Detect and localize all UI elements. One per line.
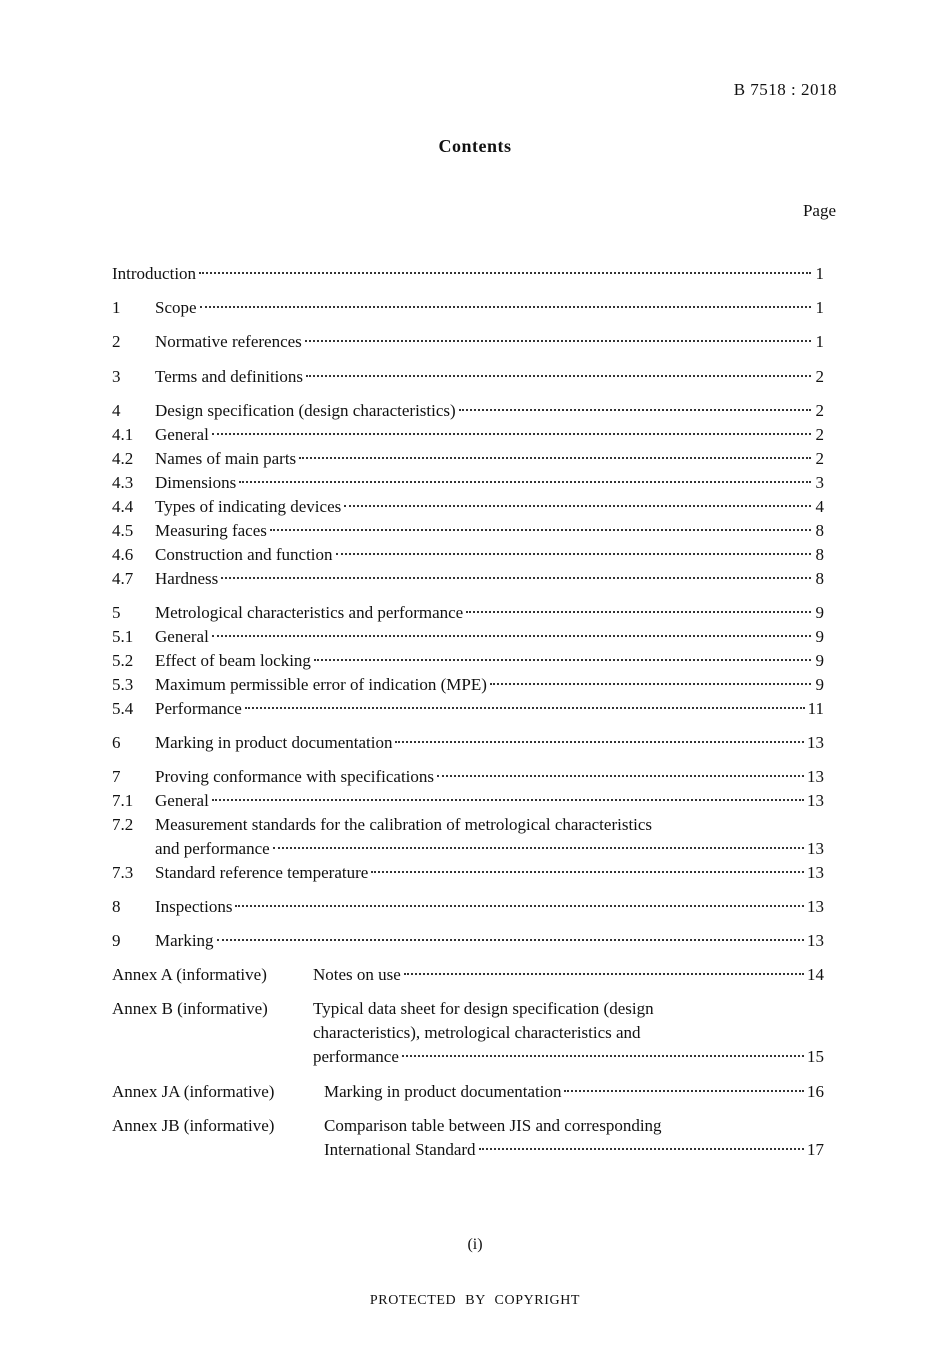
- dot-leader: [314, 659, 811, 661]
- dot-leader: [239, 481, 811, 483]
- dot-leader: [479, 1148, 804, 1150]
- toc-entry-design-specification[interactable]: [112, 399, 824, 423]
- toc-entry-title: Notes on use: [313, 965, 401, 984]
- dot-leader: [306, 375, 811, 377]
- toc-entry-title: Measuring faces: [155, 521, 267, 540]
- toc-entry-maximum-permissible-error[interactable]: [112, 673, 824, 697]
- copyright-notice: PROTECTED BY COPYRIGHT: [369, 1293, 581, 1308]
- dot-leader: [212, 635, 811, 637]
- toc-entry-title-line1: Measurement standards for the calibration of metrological characteristics: [155, 815, 653, 834]
- page-title: Contents: [438, 136, 512, 156]
- toc-entry-effect-of-beam-locking[interactable]: [112, 649, 824, 673]
- toc-entry-number: 4.7: [112, 569, 134, 588]
- toc-entry-proving-conformance[interactable]: [112, 765, 824, 789]
- toc-entry-scope[interactable]: [112, 296, 824, 320]
- toc-entry-page: 9: [815, 651, 824, 670]
- toc-entry-number: 7.1: [112, 791, 134, 810]
- toc-entry-title: General: [155, 791, 209, 810]
- toc-entry-number: 7.3: [112, 863, 134, 882]
- toc-entry-number: 4.6: [112, 545, 134, 564]
- toc-entry-last-line: [324, 1138, 824, 1162]
- toc-entry-dimensions[interactable]: [112, 471, 824, 495]
- toc-entry-page: 16: [807, 1082, 824, 1101]
- toc-entry-number: 5.2: [112, 651, 134, 670]
- toc-entry-inspections[interactable]: [112, 895, 824, 919]
- dot-leader: [212, 799, 804, 801]
- toc-entry-page: 15: [807, 1047, 824, 1066]
- toc-entry-page: 1: [815, 298, 824, 317]
- toc-entry-title: Scope: [155, 298, 197, 317]
- toc-entry-page: 2: [815, 425, 824, 444]
- toc-entry-marking[interactable]: [112, 929, 824, 953]
- toc-entry-names-of-main-parts[interactable]: [112, 447, 824, 471]
- toc-entry-number: 2: [112, 332, 121, 351]
- toc-entry-page: 8: [815, 521, 824, 540]
- toc-entry-5-1-general[interactable]: [112, 625, 824, 649]
- toc-entry-page: 11: [807, 699, 824, 718]
- toc-entry-last-line: [313, 1045, 824, 1069]
- dot-leader: [404, 973, 804, 975]
- dot-leader: [466, 611, 811, 613]
- toc-entry-title: Marking: [155, 931, 214, 950]
- dot-leader: [402, 1055, 804, 1057]
- toc-entry-page: 8: [815, 545, 824, 564]
- toc-entry-title: Marking in product documentation: [324, 1082, 562, 1101]
- dot-leader: [200, 306, 811, 308]
- footer-page-number: (i): [467, 1236, 483, 1253]
- dot-leader: [217, 939, 804, 941]
- toc-entry-number: 5.4: [112, 699, 134, 718]
- toc-entry-title-line2: characteristics), metrological characteristics and: [313, 1023, 641, 1042]
- toc-entry-page: 13: [807, 897, 824, 916]
- toc-entry-title: Metrological characteristics and performance: [155, 603, 464, 622]
- dot-leader: [305, 340, 811, 342]
- dot-leader: [235, 905, 804, 907]
- toc-entry-performance[interactable]: [112, 697, 824, 721]
- toc-entry-page: 9: [815, 627, 824, 646]
- toc-entry-title: Inspections: [155, 897, 233, 916]
- toc-entry-page: 2: [815, 401, 824, 420]
- dot-leader: [270, 529, 811, 531]
- toc-entry-page: 2: [815, 449, 824, 468]
- dot-leader: [395, 741, 804, 743]
- toc-entry-title: Names of main parts: [155, 449, 297, 468]
- toc-entry-standard-reference-temperature[interactable]: [112, 861, 824, 885]
- dot-leader: [459, 409, 811, 411]
- dot-leader: [245, 707, 805, 709]
- toc-entry-annex-b[interactable]: [112, 997, 824, 1069]
- toc-entry-annex-a[interactable]: [112, 963, 824, 987]
- toc-entry-introduction[interactable]: [112, 262, 824, 286]
- dot-leader: [221, 577, 811, 579]
- annex-label: Annex JA (informative): [112, 1082, 275, 1101]
- dot-leader: [371, 871, 804, 873]
- toc-entry-title: Construction and function: [155, 545, 333, 564]
- toc-entry-number: 3: [112, 367, 121, 386]
- toc-entry-title-line1: Typical data sheet for design specification (design: [313, 999, 654, 1018]
- toc-entry-page: 8: [815, 569, 824, 588]
- toc-entry-page: 13: [807, 931, 824, 950]
- toc-entry-page: 4: [815, 497, 824, 516]
- toc-entry-annex-jb[interactable]: [112, 1114, 824, 1162]
- toc-entry-construction-and-function[interactable]: [112, 543, 824, 567]
- toc-entry-title: Standard reference temperature: [155, 863, 369, 882]
- toc-entry-title: Hardness: [155, 569, 219, 588]
- toc-entry-first-line: [112, 997, 824, 1021]
- dot-leader: [299, 457, 811, 459]
- toc-entry-number: 4.5: [112, 521, 134, 540]
- toc-entry-number: 5.3: [112, 675, 134, 694]
- toc-entry-number: 7.2: [112, 815, 134, 834]
- toc-entry-page: 2: [815, 367, 824, 386]
- toc-entry-number: 7: [112, 767, 121, 786]
- annex-label: Annex A (informative): [112, 965, 267, 984]
- toc-entry-title: Normative references: [155, 332, 302, 351]
- toc-entry-terms-and-definitions[interactable]: [112, 365, 824, 389]
- toc-entry-title: Proving conformance with specifications: [155, 767, 435, 786]
- document-code: B 7518 : 2018: [733, 80, 837, 99]
- toc-entry-metrological-characteristics[interactable]: [112, 601, 824, 625]
- toc-entry-4-1-general[interactable]: [112, 423, 824, 447]
- toc-entry-page: 9: [815, 675, 824, 694]
- dot-leader: [490, 683, 811, 685]
- toc-entry-page: 9: [815, 603, 824, 622]
- toc-entry-number: 4.2: [112, 449, 134, 468]
- toc-entry-number: 8: [112, 897, 121, 916]
- toc-entry-first-line: [112, 813, 824, 837]
- toc-entry-page: 17: [807, 1140, 824, 1159]
- toc-entry-title: General: [155, 627, 209, 646]
- toc-entry-title-line3: performance: [313, 1047, 399, 1066]
- dot-leader: [344, 505, 811, 507]
- dot-leader: [199, 272, 811, 274]
- toc-entry-number: 4.1: [112, 425, 134, 444]
- toc-entry-number: 5.1: [112, 627, 134, 646]
- toc-entry-number: 4: [112, 401, 121, 420]
- toc-entry-number: 6: [112, 733, 121, 752]
- toc-entry-normative-references[interactable]: [112, 330, 824, 354]
- toc-entry-title: Types of indicating devices: [155, 497, 342, 516]
- toc-entry-title: Terms and definitions: [155, 367, 304, 386]
- annex-label: Annex JB (informative): [112, 1116, 275, 1135]
- toc-entry-number: 4.4: [112, 497, 134, 516]
- toc-entry-page: 3: [815, 473, 824, 492]
- dot-leader: [273, 847, 804, 849]
- toc-entry-title-line2: and performance: [155, 839, 270, 858]
- toc-entry-page: 1: [815, 332, 824, 351]
- toc-entry-title-line2: International Standard: [324, 1140, 476, 1159]
- toc-entry-page: 1: [815, 264, 824, 283]
- dot-leader: [212, 433, 811, 435]
- toc-entry-title: Design specification (design characteristics): [155, 401, 456, 420]
- toc-entry-first-line: [112, 1114, 824, 1138]
- toc-entry-number: 9: [112, 931, 121, 950]
- toc-entry-measuring-faces[interactable]: [112, 519, 824, 543]
- toc-entry-annex-ja[interactable]: [112, 1080, 824, 1104]
- toc-entry-number: 5: [112, 603, 121, 622]
- page-column-label: Page: [802, 201, 836, 220]
- toc-entry-hardness[interactable]: [112, 567, 824, 591]
- toc-entry-page: 14: [807, 965, 824, 984]
- toc-entry-title: Maximum permissible error of indication (MPE): [155, 675, 487, 694]
- toc-entry-title-line1: Comparison table between JIS and corresponding: [324, 1116, 662, 1135]
- toc-entry-number: 1: [112, 298, 121, 317]
- toc-entry-title: Introduction: [112, 264, 197, 283]
- toc-entry-title: Marking in product documentation: [155, 733, 393, 752]
- toc-entry-title: General: [155, 425, 209, 444]
- dot-leader: [564, 1090, 804, 1092]
- toc-entry-page: 13: [807, 863, 824, 882]
- toc-entry-page: 13: [807, 791, 824, 810]
- toc-entry-title: Performance: [155, 699, 242, 718]
- toc-entry-number: 4.3: [112, 473, 134, 492]
- toc-entry-page: 13: [807, 767, 824, 786]
- toc-entry-page: 13: [807, 839, 824, 858]
- toc-entry-types-of-indicating-devices[interactable]: [112, 495, 824, 519]
- toc-entry-title: Effect of beam locking: [155, 651, 311, 670]
- toc-entry-marking-in-product-documentation[interactable]: [112, 731, 824, 755]
- toc-entry-title: Dimensions: [155, 473, 237, 492]
- toc-entry-page: 13: [807, 733, 824, 752]
- toc-entry-measurement-standards[interactable]: [112, 813, 824, 861]
- annex-label: Annex B (informative): [112, 999, 268, 1018]
- toc-entry-7-1-general[interactable]: [112, 789, 824, 813]
- toc-entry-last-line: [155, 837, 824, 861]
- dot-leader: [336, 553, 811, 555]
- dot-leader: [437, 775, 804, 777]
